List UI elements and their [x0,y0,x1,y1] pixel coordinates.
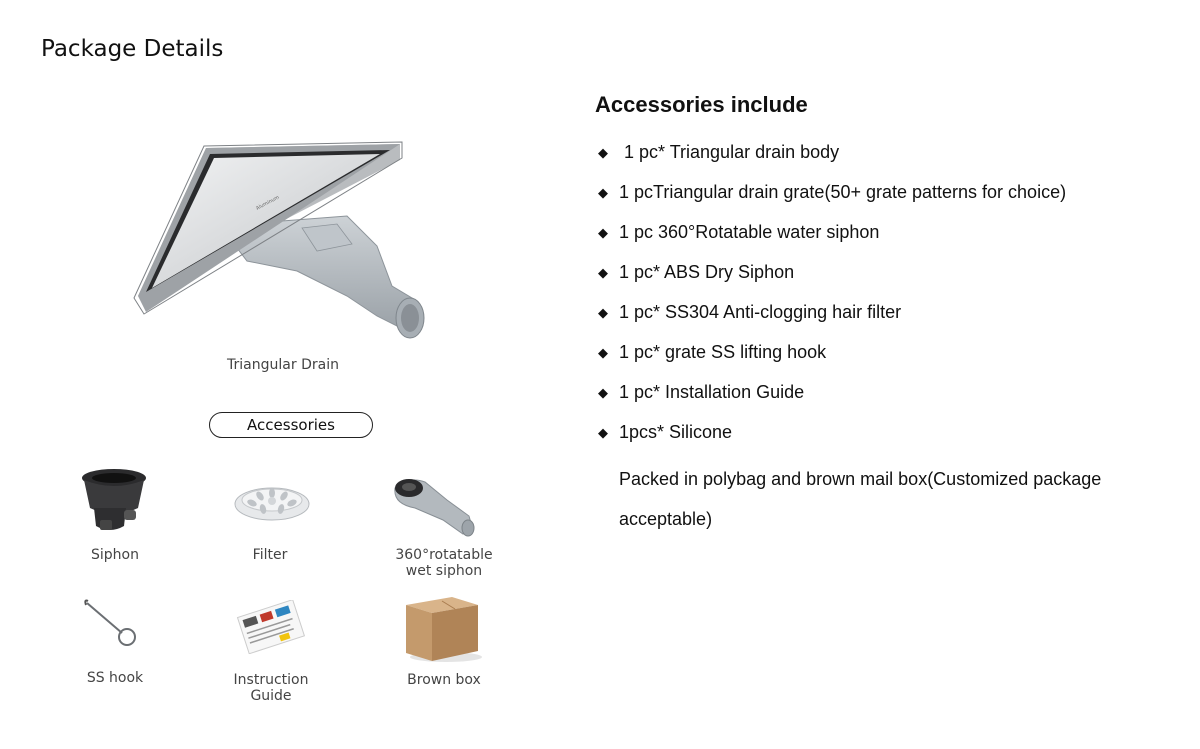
accessories-label: Accessories [209,412,373,438]
accessories-include-list [598,140,1066,460]
diamond-bullet-icon: ◆ [598,385,608,400]
list-item-text: 1 pc* grate SS lifting hook [619,342,827,362]
diamond-bullet-icon: ◆ [598,425,608,440]
diamond-bullet-icon: ◆ [598,265,608,280]
list-item [598,220,1066,260]
hook-icon [82,597,142,654]
accessories-include-title: Accessories include [595,92,808,117]
list-item [598,380,1066,420]
list-item-text: 1 pc* SS304 Anti-clogging hair filter [619,302,902,322]
brown-box-icon [402,595,482,670]
list-item-text: 1 pcTriangular drain grate(50+ grate patterns for choice) [619,182,1067,202]
diamond-bullet-icon: ◆ [598,185,608,200]
list-item [598,260,1066,300]
siphon-icon [80,468,150,541]
list-item [598,420,1066,460]
hook-caption: SS hook [86,670,144,686]
rotatable-siphon-icon [389,474,479,543]
list-item [598,180,1066,220]
triangular-drain-image [132,136,432,351]
packaging-note: Packed in polybag and brown mail box(Customized package acceptable) [619,469,1102,529]
diamond-bullet-icon: ◆ [598,225,608,240]
rotatable-siphon-caption-line2: wet siphon [405,563,483,579]
list-item-text: 1 pc* ABS Dry Siphon [619,262,795,282]
svg-text:Aluminum: Aluminum [255,194,281,212]
rotatable-siphon-caption [380,547,508,579]
filter-caption: Filter [252,547,288,563]
diamond-bullet-icon: ◆ [598,345,608,360]
instruction-guide-caption-line1: Instruction [233,672,309,688]
instruction-guide-caption [226,672,316,704]
instruction-guide-icon [232,600,308,659]
list-item-text: 1pcs* Silicone [619,422,733,442]
list-item [598,140,1066,180]
siphon-caption: Siphon [91,547,139,563]
list-item [598,300,1066,340]
list-item-text: 1 pc* Triangular drain body [619,142,840,162]
diamond-bullet-icon: ◆ [598,145,608,160]
filter-icon [233,484,311,527]
instruction-guide-caption-line2: Guide [250,688,292,704]
list-item [598,340,1066,380]
product-caption: Triangular Drain [227,357,339,373]
list-item-text: 1 pc 360°Rotatable water siphon [619,222,880,242]
brown-box-caption: Brown box [407,672,481,688]
rotatable-siphon-caption-line1: 360°rotatable [395,547,493,563]
list-item-text: 1 pc* Installation Guide [619,382,805,402]
diamond-bullet-icon: ◆ [598,305,608,320]
page-title: Package Details [41,36,224,62]
